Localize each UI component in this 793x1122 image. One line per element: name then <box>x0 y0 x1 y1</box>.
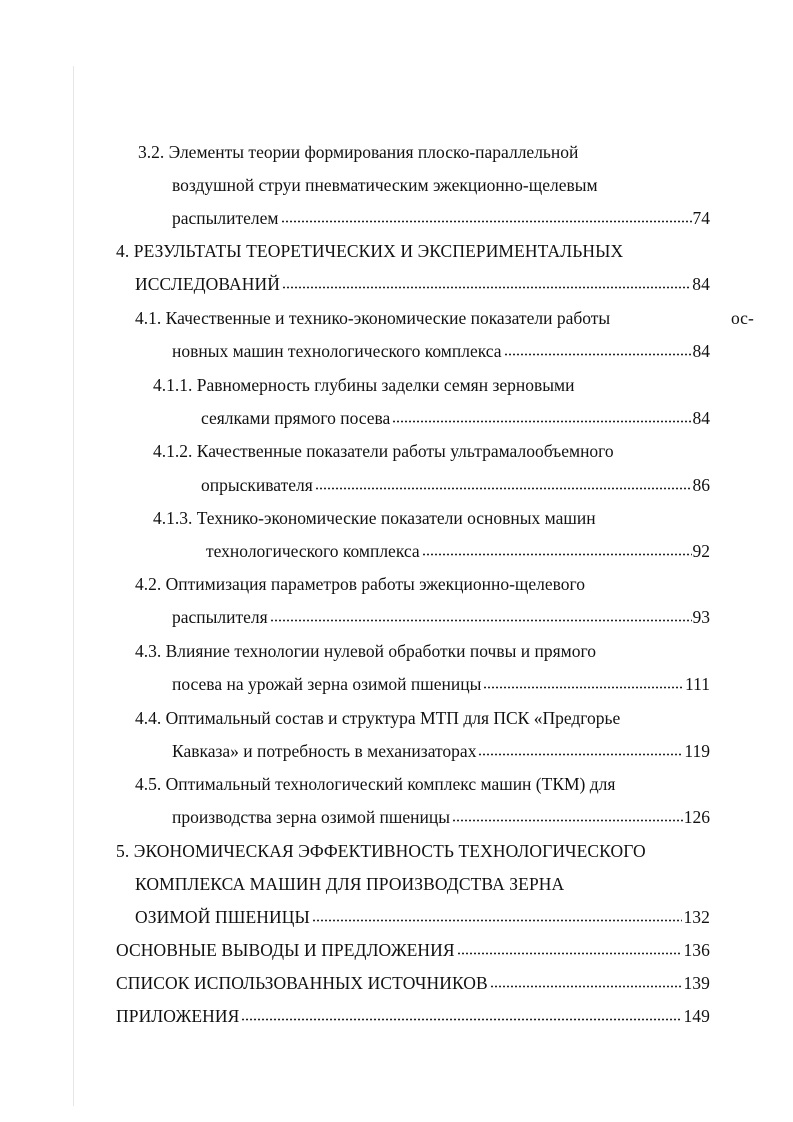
toc-4-2-entry <box>172 606 710 628</box>
toc-4-1-2-line2: опрыскивателя <box>201 475 313 495</box>
toc-4-1-page: 84 <box>692 341 710 361</box>
toc-4-line1: 4. РЕЗУЛЬТАТЫ ТЕОРЕТИЧЕСКИХ И ЭКСПЕРИМЕНТАЛЬНЫХ <box>116 241 624 261</box>
toc-4-3-line2: посева на урожай зерна озимой пшеницы <box>172 674 482 694</box>
toc-4-2-page: 93 <box>692 607 710 627</box>
toc-4-1-3-line2: технологического комплекса <box>206 541 420 561</box>
dot-leader <box>452 819 683 822</box>
toc-3-2-line1: 3.2. Элементы теории формирования плоско-параллельной <box>138 142 579 162</box>
toc-4-1-3-line1: 4.1.3. Технико-экономические показатели основных машин <box>153 508 596 528</box>
toc-4-3-entry <box>172 673 710 695</box>
toc-4-4-entry <box>172 740 710 762</box>
scan-edge <box>73 66 74 1106</box>
toc-5-line1: 5. ЭКОНОМИЧЕСКАЯ ЭФФЕКТИВНОСТЬ ТЕХНОЛОГИЧЕСКОГО <box>116 841 646 861</box>
dot-leader <box>483 686 684 689</box>
toc-5-line3: ОЗИМОЙ ПШЕНИЦЫ <box>135 907 310 927</box>
toc-4-2-line1: 4.2. Оптимизация параметров работы эжекционно-щелевого <box>135 574 586 594</box>
dot-leader <box>282 286 691 289</box>
toc-4-1-1-line1: 4.1.1. Равномерность глубины заделки семян зерновыми <box>153 375 575 395</box>
toc-3-2-line2: воздушной струи пневматическим эжекционно-щелевым <box>172 175 598 195</box>
toc-5-line2: КОМПЛЕКСА МАШИН ДЛЯ ПРОИЗВОДСТВА ЗЕРНА <box>135 874 565 894</box>
dot-leader <box>457 952 683 955</box>
dot-leader <box>312 919 683 922</box>
dot-leader <box>478 753 683 756</box>
toc-4-1-1-entry <box>201 407 710 429</box>
toc-4-4-page: 119 <box>684 741 710 761</box>
toc-4-1-2-page: 86 <box>692 475 710 495</box>
toc-conclusions-title: ОСНОВНЫЕ ВЫВОДЫ И ПРЕДЛОЖЕНИЯ <box>116 940 455 960</box>
toc-4-4-line2: Кавказа» и потребность в механизаторах <box>172 741 477 761</box>
toc-references-entry <box>116 972 710 994</box>
toc-4-1-entry <box>172 340 710 362</box>
toc-3-2-entry <box>172 207 710 229</box>
toc-references-page: 139 <box>683 973 710 993</box>
toc-appendices-page: 149 <box>683 1006 710 1026</box>
toc-conclusions-entry <box>116 939 710 961</box>
toc-4-5-entry <box>172 806 710 828</box>
toc-references-title: СПИСОК ИСПОЛЬЗОВАННЫХ ИСТОЧНИКОВ <box>116 973 488 993</box>
toc-4-3-line1: 4.3. Влияние технологии нулевой обработки почвы и прямого <box>135 641 596 661</box>
toc-4-1-line1: 4.1. Качественные и технико-экономические показатели работы <box>135 308 611 328</box>
toc-4-entry <box>135 273 710 295</box>
dot-leader <box>315 487 692 490</box>
dot-leader <box>392 420 691 423</box>
toc-4-1-2-line1: 4.1.2. Качественные показатели работы ультрамалообъемного <box>153 441 614 461</box>
toc-appendices-entry <box>116 1005 710 1027</box>
dot-leader <box>270 619 692 622</box>
toc-4-2-line2: распылителя <box>172 607 268 627</box>
toc-4-1-2-entry <box>201 474 710 496</box>
dot-leader <box>241 1018 682 1021</box>
toc-conclusions-page: 136 <box>683 940 710 960</box>
toc-4-5-page: 126 <box>683 807 710 827</box>
toc-4-1-3-entry <box>206 540 710 562</box>
toc-4-1-1-line2: сеялками прямого посева <box>201 408 391 428</box>
toc-4-1-hyphen: ос- <box>731 308 754 328</box>
toc-4-4-line1: 4.4. Оптимальный состав и структура МТП для ПСК «Предгорье <box>135 708 621 728</box>
toc-4-1-1-page: 84 <box>692 408 710 428</box>
dot-leader <box>504 353 692 356</box>
dot-leader <box>490 985 683 988</box>
toc-4-5-line1: 4.5. Оптимальный технологический комплекс машин (ТКМ) для <box>135 774 616 794</box>
toc-5-page: 132 <box>683 907 710 927</box>
toc-4-line2: ИССЛЕДОВАНИЙ <box>135 274 281 294</box>
toc-4-3-page: 111 <box>685 674 710 694</box>
toc-4-1-line2: новных машин технологического комплекса <box>172 341 502 361</box>
toc-appendices-title: ПРИЛОЖЕНИЯ <box>116 1006 240 1026</box>
toc-3-2-page: 74 <box>692 208 710 228</box>
toc-4-1-3-page: 92 <box>692 541 710 561</box>
dot-leader <box>281 220 692 223</box>
dot-leader <box>422 553 692 556</box>
toc-3-2-line3: распылителем <box>172 208 279 228</box>
toc-5-entry <box>135 906 710 928</box>
toc-4-page: 84 <box>692 274 710 294</box>
toc-4-5-line2: производства зерна озимой пшеницы <box>172 807 451 827</box>
